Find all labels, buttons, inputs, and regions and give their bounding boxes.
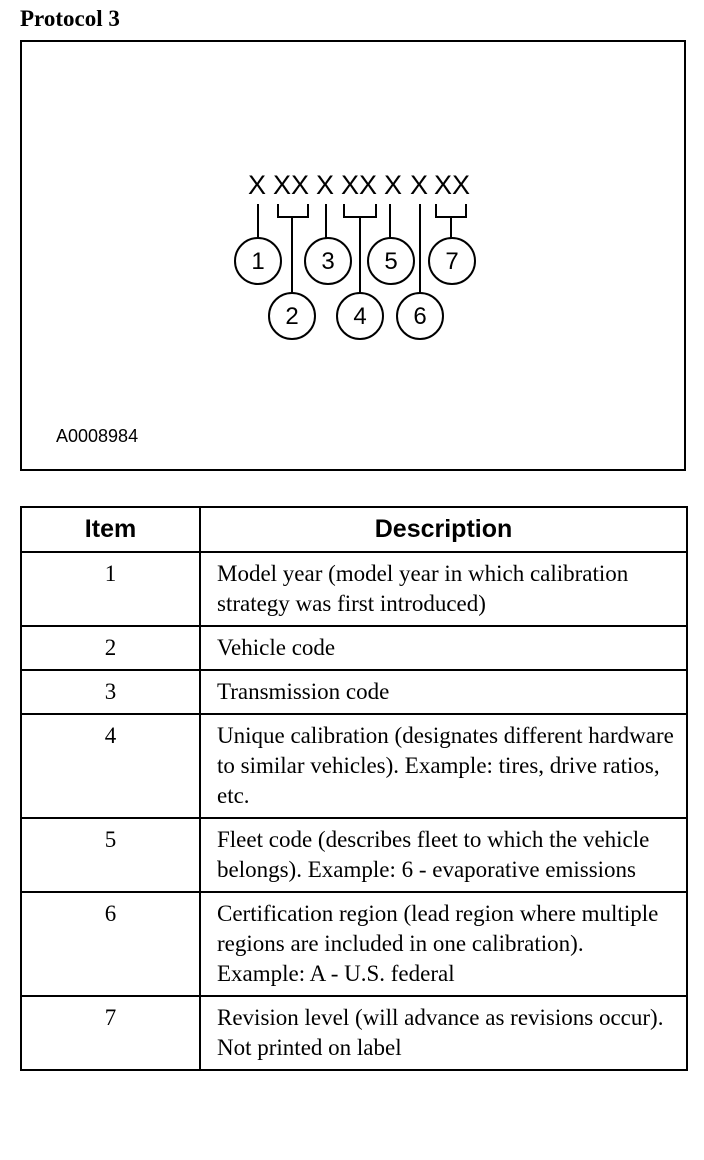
table-row (21, 818, 687, 892)
callout-number-7: 7 (445, 248, 459, 275)
bracket-7 (436, 204, 466, 217)
item-number: 2 (21, 626, 200, 670)
item-description-table (20, 506, 688, 1071)
header-description: Description (200, 507, 687, 552)
item-description: Unique calibration (designates different hardware to similar vehicles). Example: tires, drive ratios, etc. (200, 714, 687, 818)
item-number: 6 (21, 892, 200, 996)
page-title: Protocol 3 (20, 6, 120, 31)
code-part-1: X (247, 170, 267, 200)
code-part-2: XX (272, 170, 310, 200)
item-number: 4 (21, 714, 200, 818)
table-row (21, 552, 687, 626)
code-part-6: X (409, 170, 429, 200)
item-number: 5 (21, 818, 200, 892)
callout-number-3: 3 (321, 248, 335, 275)
callout-number-5: 5 (384, 248, 398, 275)
protocol-diagram (20, 40, 686, 471)
item-number: 1 (21, 552, 200, 626)
item-description: Transmission code (200, 670, 687, 714)
table-row (21, 670, 687, 714)
table-row (21, 892, 687, 996)
figure-id: A0008984 (56, 426, 139, 446)
bracket-2 (278, 204, 308, 217)
item-number: 3 (21, 670, 200, 714)
table-header-row (21, 507, 687, 552)
code-part-7: XX (433, 170, 471, 200)
table-row (21, 996, 687, 1070)
callout-number-6: 6 (413, 303, 427, 330)
code-part-5: X (383, 170, 403, 200)
callout-number-4: 4 (353, 303, 367, 330)
callout-number-1: 1 (251, 248, 265, 275)
item-description: Model year (model year in which calibration strategy was first introduced) (200, 552, 687, 626)
diagram-svg (22, 42, 684, 469)
bracket-4 (344, 204, 376, 217)
item-description: Vehicle code (200, 626, 687, 670)
table-row (21, 626, 687, 670)
header-item: Item (21, 507, 200, 552)
table-row (21, 714, 687, 818)
callout-number-2: 2 (285, 303, 299, 330)
item-description: Revision level (will advance as revisions occur). Not printed on label (200, 996, 687, 1070)
item-number: 7 (21, 996, 200, 1070)
item-description: Fleet code (describes fleet to which the vehicle belongs). Example: 6 - evaporative emissions (200, 818, 687, 892)
item-description: Certification region (lead region where multiple regions are included in one calibration). Example: A - U.S. federal (200, 892, 687, 996)
code-part-4: XX (340, 170, 378, 200)
code-part-3: X (315, 170, 335, 200)
